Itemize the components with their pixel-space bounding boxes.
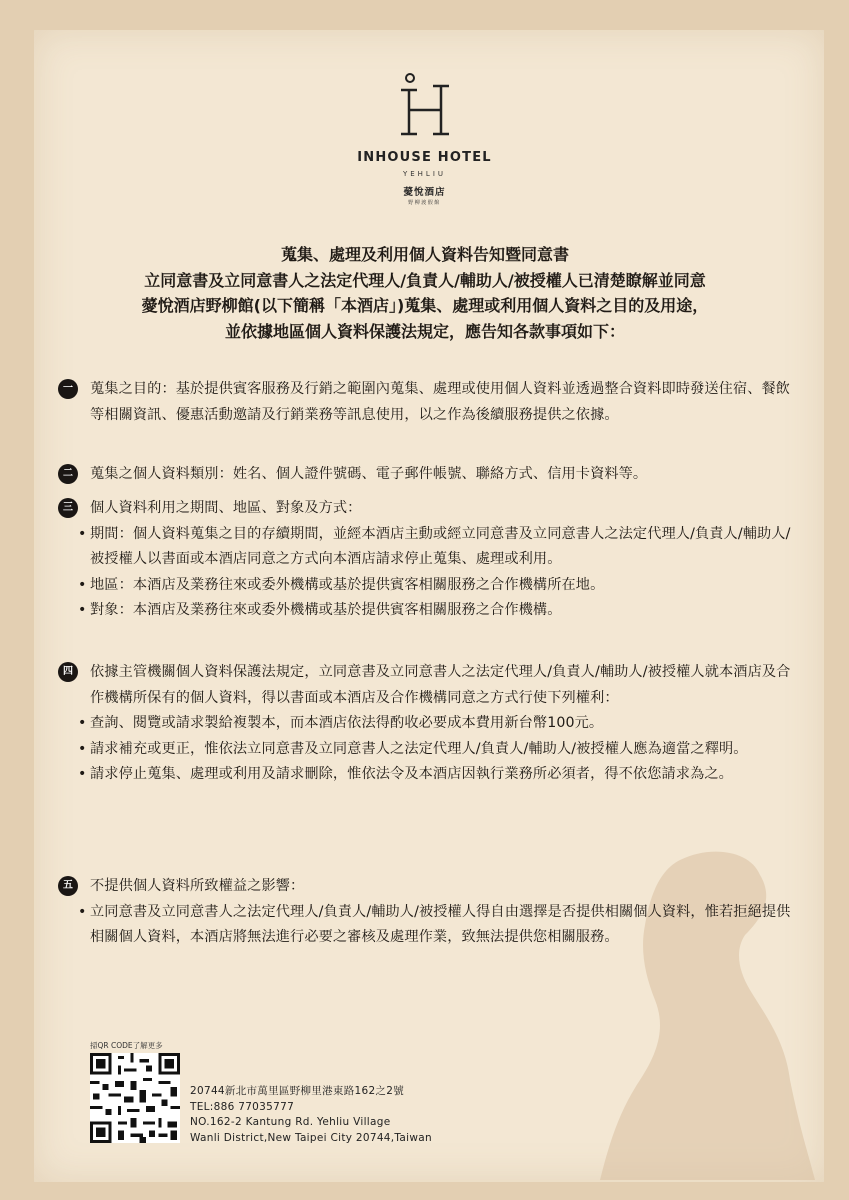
hotel-branch-chinese: 野柳渡假館 <box>408 200 441 206</box>
list-item: • 請求補充或更正，惟依法立同意書及立同意書人之法定代理人/負責人/輔助人/被授權人應為適當之釋明。 <box>78 740 748 757</box>
section-rights <box>58 660 798 788</box>
heading-line: 立同意書及立同意書人之法定代理人/負責人/輔助人/被授權人已清楚瞭解並同意 <box>144 270 706 290</box>
list-item: • 期間：個人資料蒐集之目的存續期間，並經本酒店主動或經立同意書及立同意書人之法定代理人/負責人/輔助人/被授權人以書面或本酒店同意之方式向本酒店請求停止蒐集、處理或利用。 <box>78 525 791 567</box>
section-usage-scope <box>58 496 798 624</box>
address-line: 20744新北市萬里區野柳里港東路162之2號 <box>190 1085 405 1097</box>
section-non-provision-impact <box>58 874 798 951</box>
list-item: • 地區：本酒店及業務往來或委外機構或基於提供賓客相關服務之合作機構所在地。 <box>78 576 605 593</box>
section-number-badge: 一 <box>58 379 78 399</box>
section-text: 依據主管機關個人資料保護法規定，立同意書及立同意書人之法定代理人/負責人/輔助人/被授權人就本酒店及合作機構所保有的個人資料，得以書面或本酒店及合作機構同意之方式行使下列權利： <box>90 664 791 706</box>
section-purpose <box>58 377 798 428</box>
section-number-badge: 四 <box>58 662 78 682</box>
section-text: 不提供個人資料所致權益之影響： <box>90 878 305 894</box>
section-number-badge: 三 <box>58 498 78 518</box>
section-text: 蒐集之目的：基於提供賓客服務及行銷之範圍內蒐集、處理或使用個人資料並透過整合資料即時發送住宿、餐飲等相關資訊、優惠活動邀請及行銷業務等訊息使用，以之作為後續服務提供之依據。 <box>90 381 791 423</box>
ih-monogram-icon <box>397 72 453 140</box>
section-number-badge: 二 <box>58 464 78 484</box>
hotel-name-chinese: 薆悅酒店 <box>403 187 446 198</box>
heading-title: 蒐集、處理及利用個人資料告知暨同意書 <box>280 245 569 264</box>
hotel-location: YEHLIU <box>402 170 447 178</box>
list-item: • 立同意書及立同意書人之法定代理人/負責人/輔助人/被授權人得自由選擇是否提供相關個人資料，惟若拒絕提供相關個人資料，本酒店將無法進行必要之審核及處理作業，致無法提供您相關服務。 <box>78 903 791 945</box>
list-item: • 請求停止蒐集、處理或利用及請求刪除，惟依法令及本酒店因執行業務所必須者，得不依您請求為之。 <box>78 766 733 782</box>
address-line: Wanli District,New Taipei City 20744,Taiwan <box>190 1131 432 1144</box>
phone-number: TEL:886 77035777 <box>190 1100 295 1113</box>
section-text: 蒐集之個人資料類別：姓名、個人證件號碼、電子郵件帳號、聯絡方式、信用卡資料等。 <box>90 466 648 482</box>
hotel-name: INHOUSE HOTEL <box>357 150 492 165</box>
list-item: • 對象：本酒店及業務往來或委外機構或基於提供賓客相關服務之合作機構。 <box>78 602 562 618</box>
section-text: 個人資料利用之期間、地區、對象及方式： <box>90 500 362 516</box>
hotel-logo-mark <box>0 72 849 144</box>
hotel-address <box>190 1084 432 1146</box>
document-heading <box>60 242 790 344</box>
address-line: NO.162-2 Kantung Rd. Yehliu Village <box>190 1116 391 1128</box>
list-item: • 查詢、閱覽或請求製給複製本，而本酒店依法得酌收必要成本費用新台幣100元。 <box>78 715 604 731</box>
section-data-categories <box>58 462 798 488</box>
heading-line: 並依據地區個人資料保護法規定，應告知各款事項如下： <box>224 321 625 341</box>
qr-caption: 掃QR CODE了解更多 <box>90 1041 163 1050</box>
qr-code[interactable] <box>90 1053 180 1143</box>
section-number-badge: 五 <box>58 876 78 896</box>
heading-line: 薆悅酒店野柳館(以下簡稱「本酒店」)蒐集、處理或利用個人資料之目的及用途， <box>141 296 709 315</box>
